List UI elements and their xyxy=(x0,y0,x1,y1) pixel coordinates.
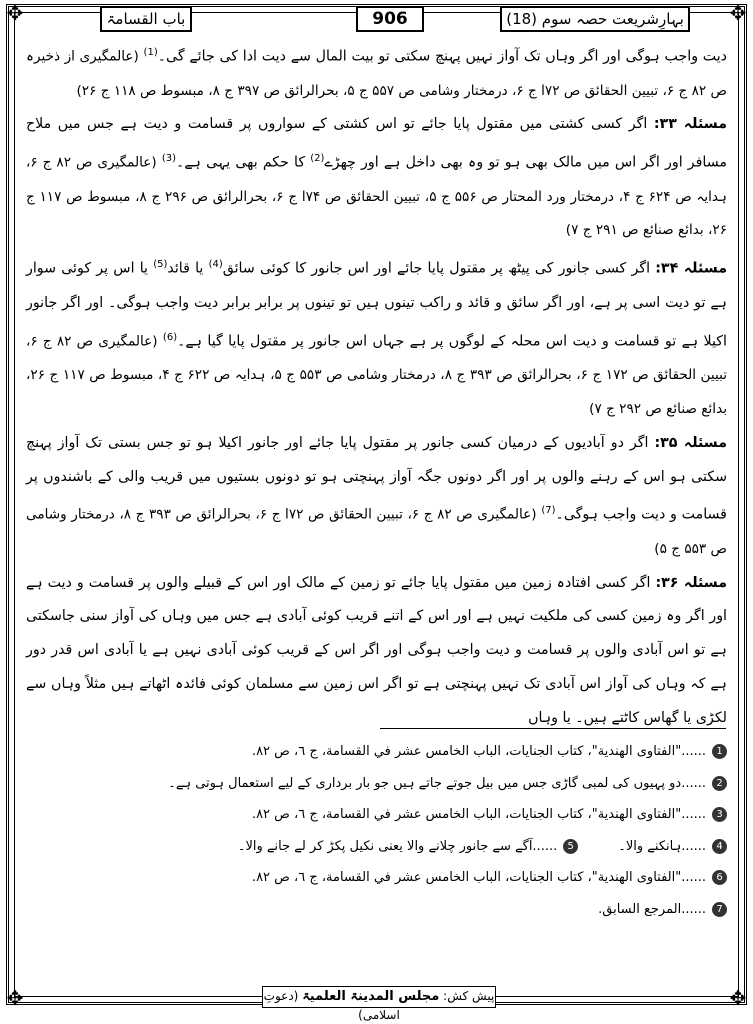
footnote-text: ......آگے سے جانور چلانے والا یعنی نکیل پکڑ کر لے جانے والا۔ xyxy=(237,838,558,854)
paragraph-text: کا حکم بھی یہی ہے۔ xyxy=(176,154,306,171)
footnote-text: ......ہانکنے والا۔ xyxy=(618,838,706,854)
main-text xyxy=(26,36,727,736)
footnote xyxy=(26,768,727,800)
footnotes xyxy=(26,736,727,925)
page-number: 906 xyxy=(356,6,424,32)
footnote xyxy=(26,894,727,926)
footnote xyxy=(26,799,727,831)
masala-label: مسئلہ ۳۶: xyxy=(655,574,728,591)
footnote-ref: (3) xyxy=(161,153,177,165)
page-header xyxy=(22,6,731,36)
masala-paragraph xyxy=(26,248,727,426)
book-title: بہارِشریعت حصہ سوم (18) xyxy=(500,6,690,32)
page-footer xyxy=(262,986,496,1022)
footnote xyxy=(26,862,727,894)
paragraph-text: یا اس پر کوئی سوار ہے تو دیت اسی پر ہے، اور اگر سائق و قائد و راکب تینوں ہیں تو تینوں پر برابر برابر دیت واجب ہوگی۔ اور اگر جانور اکیلا ہے تو قسامت و دیت اس محلہ کے لوگوں پر ہے جہاں اس جانور پر مقتول پایا گیا ہے۔ xyxy=(26,260,727,350)
footnote-number: 6 xyxy=(712,870,727,885)
chapter-title: باب القسامۃ xyxy=(100,6,192,32)
footnote xyxy=(26,736,727,768)
footnote-ref: (6) xyxy=(162,331,178,343)
masala-paragraph xyxy=(26,427,727,567)
footnote xyxy=(238,831,578,863)
paragraph-text: یا قائد xyxy=(167,260,204,277)
masala-label: مسئلہ ۳۵: xyxy=(654,434,728,451)
paragraph-text: اگر کسی افتادہ زمین میں مقتول پایا جائے تو زمین کے مالک اور اس کے قبیلے والوں پر قسامت و دیت ہے اور اگر وہ زمین کسی کی ملکیت نہیں ہے اور اس کے اتنے قریب کوئی آبادی ہے جس میں وہاں کی آواز سنی جاسکتی ہے تو اس آبادی والوں پر قسامت و دیت واجب ہوگی اور اگر اس کے قریب کوئی آبادی نہیں ہے یا آبادی اس قدر دور ہے کہ وہاں کی آواز اس آبادی تک نہیں پہنچتی ہے تو اگر اس زمین سے مسلمان کوئی فائدہ اٹھاتے ہیں مثلاً وہاں سے لکڑی یا گھاس کاٹتے ہیں۔ یا وہاں xyxy=(26,574,727,726)
footnote-text: ......المرجع السابق. xyxy=(598,901,706,917)
paragraph xyxy=(26,36,727,108)
masala-label: مسئلہ ۳۳: xyxy=(653,116,727,133)
references: (عالمگیری از ذخیرہ ص ۸۲ ج ۶، تبیین الحقائق ص ۷۲ا ج ۶، درمختار وشامی ص ۵۵۷ ج ۵، بحرالرائق ص ۳۹۷ ج ۸، مبسوط ص ۱۱۸ ج ۲۶) xyxy=(26,48,727,99)
publisher-name: مجلس المدینۃ العلمیۃ xyxy=(302,989,440,1004)
footnote-number: 5 xyxy=(563,839,578,854)
corner-ornament-icon: ✥ xyxy=(729,986,747,1010)
footnote-ref: (7) xyxy=(541,505,556,517)
paragraph-text: دیت واجب ہوگی اور اگر وہاں تک آواز نہیں پہنچ سکتی تو بیت المال سے دیت ادا کی جائے گی۔ xyxy=(157,48,727,65)
footnote-number: 2 xyxy=(712,776,727,791)
footer-prefix: پیش کش: xyxy=(443,989,495,1003)
paragraph-text: اگر کسی کشتی میں مقتول پایا جائے تو اس کشتی کے سواروں پر قسامت و دیت ہے جس میں ملاح مسافر اور اگر اس میں مالک بھی ہو تو وہ بھی داخل ہے اور چھڑے xyxy=(26,116,727,171)
references: (عالمگیری ص ۸۲ ج ۶، ہدایہ ص ۶۲۴ ج ۴، درمختار ورد المحتار ص ۵۵۶ ج ۵، تبیین الحقائق ص ۷۴ا ج ۶، بحرالرائق ص ۲۹۶ ج ۸، مبسوط ص ۱۱۷ ج ۲۶، بدائع صنائع ص ۲۹۱ ج ۷) xyxy=(26,154,727,239)
footnote-number: 1 xyxy=(712,744,727,759)
footnote-ref: (2) xyxy=(310,153,325,165)
masala-label: مسئلہ ۳۴: xyxy=(655,260,727,277)
footnote-number: 3 xyxy=(712,807,727,822)
footnote-ref: (5) xyxy=(153,259,168,271)
footnote-text: ......"الفتاوی الهندية"، كتاب الجنايات، الباب الخامس عشر في القسامة، ج ٦، ص ٨٢. xyxy=(251,744,706,759)
footnote xyxy=(618,831,727,863)
corner-ornament-icon: ✥ xyxy=(6,1,24,25)
footnote-number: 7 xyxy=(712,902,727,917)
footnote-ref: (1) xyxy=(143,47,158,58)
footnote-number: 4 xyxy=(712,839,727,854)
footnote-text: ......"الفتاوی الهندية"، كتاب الجنايات، الباب الخامس عشر في القسامة، ج ٦، ص ٨٢. xyxy=(251,870,706,885)
references: (عالمگیری ص ۸۲ ج ۶، تبیین الحقائق ص ۷۲ا ج ۶، بحرالرائق ص ۳۹۳ ج ۸، درمختار وشامی ص ۵۵۳ ج ۵) xyxy=(26,507,727,557)
footnote-ref: (4) xyxy=(208,259,223,271)
footnote-divider xyxy=(380,728,726,729)
masala-paragraph xyxy=(26,567,727,736)
footnote-text: ......دو پہیوں کی لمبی گاڑی جس میں بیل جوتے جاتے ہیں جو بار برداری کے لیے استعمال ہوتی ہے۔ xyxy=(168,775,706,791)
masala-paragraph xyxy=(26,108,727,248)
footnote-text: ......"الفتاوی الهندية"، كتاب الجنايات، الباب الخامس عشر في القسامة، ج ٦، ص ٨٢. xyxy=(251,807,706,822)
footnote-row xyxy=(26,831,727,863)
footer-suffix: (دعوتِ اسلامی) xyxy=(263,989,400,1022)
references: (عالمگیری ص ۸۲ ج ۶، تبیین الحقائق ص ۱۷۲ ج ۶، بحرالرائق ص ۳۹۳ ج ۸، درمختار وشامی ص ۵۵۳ ج ۵، ہدایہ ص ۶۲۲ ج ۴، مبسوط ص ۱۱۷ ج ۲۶، بدائع صنائع ص ۲۹۲ ج ۷) xyxy=(26,333,727,417)
corner-ornament-icon: ✥ xyxy=(6,986,24,1010)
paragraph-text: اگر دو آبادیوں کے درمیان کسی جانور پر مقتول پایا جائے اور جانور اکیلا ہو تو جس بستی تک آواز پہنچ سکتی ہو اس کے رہنے والوں پر اور اگر دونوں جگہ آواز پہنچتی ہو تو دونوں بستیوں میں قریب والی کے باشندوں پر قسامت و دیت واجب ہوگی۔ xyxy=(26,434,727,524)
paragraph-text: اگر کسی جانور کی پیٹھ پر مقتول پایا جائے اور اس جانور کا کوئی سائق xyxy=(222,260,651,277)
corner-ornament-icon: ✥ xyxy=(729,1,747,25)
